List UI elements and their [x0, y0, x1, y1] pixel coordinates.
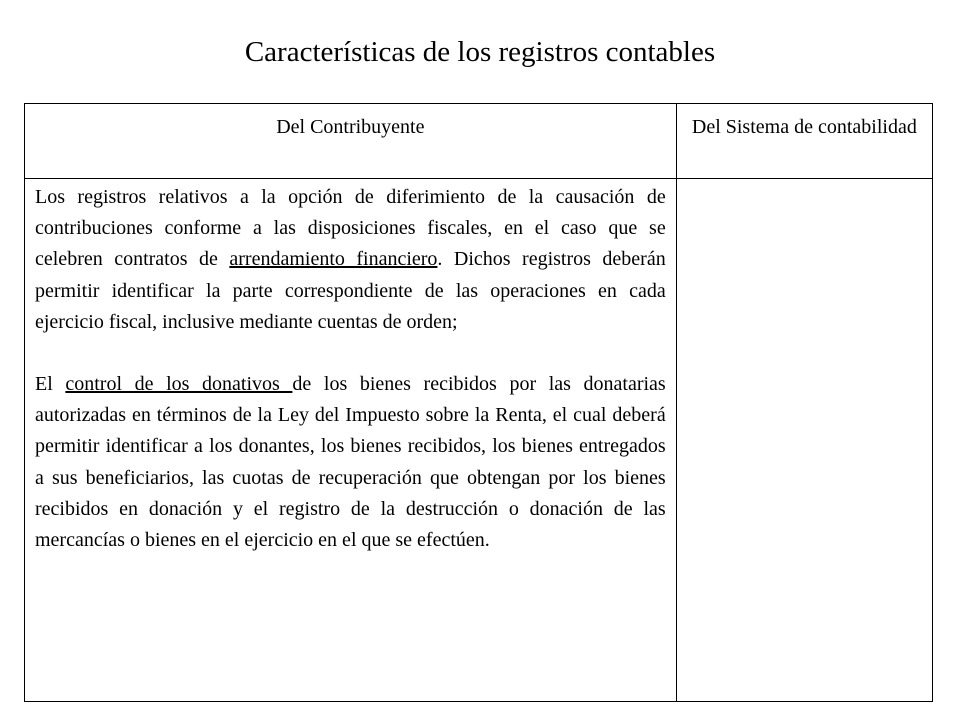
paragraph-donativos: [35, 369, 666, 556]
header-contribuyente: Del Contribuyente: [25, 104, 677, 179]
paragraph-arrendamiento: [35, 182, 666, 338]
link-arrendamiento-financiero: arrendamiento financiero: [229, 248, 438, 271]
contribuyente-cell: [25, 179, 677, 702]
header-sistema-contabilidad: Del Sistema de contabilidad: [676, 104, 932, 179]
link-control-donativos: control de los donativos: [65, 373, 293, 396]
paragraph-1-text-pre: Los registros relativos a la opción de diferimiento de la causación de contribuciones conforme a las disposiciones fiscales, en el caso que se celebren contratos de: [35, 186, 666, 271]
sistema-contabilidad-cell: [676, 179, 932, 702]
characteristics-table: [24, 103, 933, 702]
paragraph-2-text-pre: El: [35, 373, 66, 396]
table-header-row: [25, 104, 933, 179]
slide-title: Características de los registros contables: [244, 36, 716, 68]
paragraph-2-text-post: de los bienes recibidos por las donatarias autorizadas en términos de la Ley del Impuesto sobre la Renta, el cual deberá permitir identificar a los donantes, los bienes recibidos, los bienes entregados a sus beneficiarios, las cuotas de recuperación que obtengan por los bienes recibidos en donación y el registro de la destrucción o donación de las mercancías o bienes en el ejercicio en el que se efectúen.: [35, 373, 666, 552]
paragraph-1-text-post: . Dichos registros deberán permitir identificar la parte correspondiente de las operaciones en cada ejercicio fiscal, inclusive mediante cuentas de orden;: [35, 248, 666, 333]
table-row: [25, 179, 933, 702]
